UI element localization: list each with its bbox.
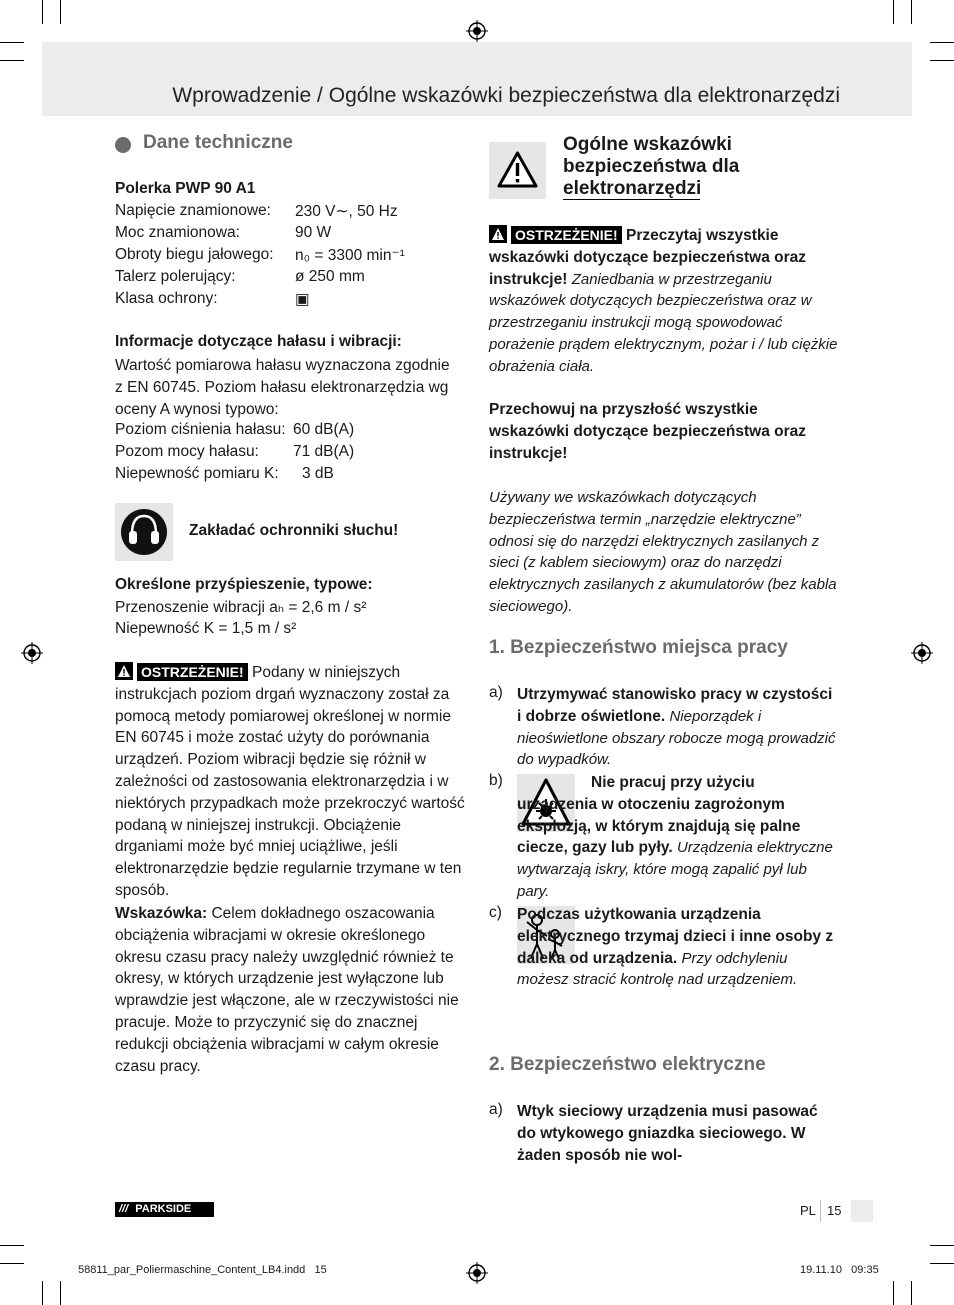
item-b-bold: Nie pracuj przy użyciu urządzenia w otoczeniu zagrożonym eksplozją, w którym znajdują się palne ciecze, gazy lub pyły. [517,774,801,857]
spec-row [115,246,405,264]
print-date: 19.11.10 09:35 [800,1264,879,1276]
note-label: Wskazówka: [115,905,208,922]
section-title-workplace: 1. Bezpieczeństwo miejsca pracy [489,637,788,658]
spec-label: Obroty biegu jałowego: [115,246,274,263]
crop-mark [42,1281,43,1305]
warning-paragraph [115,662,465,902]
spec-value: ø 250 mm [295,268,365,285]
noise-value: 3 dB [302,465,334,482]
noise-value: 60 dB(A) [293,421,355,438]
item-c-bold: Podczas użytkowania urządzenia elektrycznego trzymaj dzieci i inne osoby z daleka od urządzenia. [517,906,834,967]
vibration-title: Określone przyśpieszenie, typowe: [115,576,373,593]
note-paragraph [115,903,465,1077]
ear-protection-icon [115,503,173,561]
noise-row [115,421,355,439]
file-info: 58811_par_Poliermaschine_Content_LB4.indd 15 [78,1264,327,1276]
crop-mark [911,1281,912,1305]
registration-mark-icon [466,20,488,42]
spec-value: 230 V∼, 50 Hz [295,203,398,220]
noise-label: Pozom mocy hałasu: [115,443,259,460]
language-code: PL [800,1203,816,1218]
crop-mark [930,1245,954,1246]
spec-row [115,290,310,308]
ear-protection-box [115,503,173,561]
crop-mark [930,1263,954,1264]
list-marker: a) [489,684,503,701]
noise-text: Wartość pomiarowa hałasu wyznaczona zgodnie z EN 60745. Poziom hałasu elektronarzędzia wg oceny A wynosi typowo: [115,357,450,418]
crop-mark [893,0,894,24]
noise-value: 71 dB(A) [293,443,355,460]
crop-mark [0,42,24,43]
crop-mark [60,1281,61,1305]
list-marker: c) [489,904,502,921]
warning-badge: OSTRZEŻENIE! [511,226,622,244]
noise-row [115,443,355,461]
warning-triangle-icon [115,662,133,680]
protection-class-icon: ▣ [295,291,310,308]
noise-row [115,465,334,483]
spec-label: Moc znamionowa: [115,224,240,241]
registration-mark-icon [466,1262,488,1284]
page-tab [851,1200,873,1222]
spec-row [115,268,365,286]
brand-name: PARKSIDE [135,1203,192,1215]
registration-mark-icon [911,642,933,664]
keep-instructions: Przechowuj na przyszłość wszystkie wskazówki dotyczące bezpieczeństwa oraz instrukcje! [489,401,807,462]
crop-mark [0,1245,24,1246]
item-c-italic: Przy odchyleniu możesz stracić kontrolę nad urządzeniem. [517,949,798,989]
crop-mark [893,1281,894,1305]
crop-mark [0,60,24,61]
warning-badge: OSTRZEŻENIE! [137,663,248,681]
spec-value: 90 W [295,224,332,241]
right-warning-paragraph [489,225,839,378]
warning-bold: Przeczytaj wszystkie wskazówki dotyczące bezpieczeństwa oraz instrukcje! [489,227,807,288]
noise-label: Niepewność pomiaru K: [115,465,279,482]
vibration-uncertainty: Niepewność K = 1,5 m / s² [115,620,297,637]
noise-label: Poziom ciśnienia hałasu: [115,421,286,438]
crop-mark [930,60,954,61]
section-title-technical-data: Dane techniczne [143,132,293,153]
logo-stripes: /// [119,1203,129,1215]
spec-value: n₀ = 3300 min⁻¹ [295,247,405,264]
spec-label: Napięcie znamionowe: [115,202,271,219]
vibration-line: Przenoszenie wibracji aₕ = 2,6 m / s² [115,599,367,616]
item-a-bold: Utrzymywać stanowisko pracy w czystości i dobrze oświetlone. [517,686,833,725]
section-title-electrical: 2. Bezpieczeństwo elektryczne [489,1054,766,1075]
spec-label: Klasa ochrony: [115,290,218,307]
product-name: Polerka PWP 90 A1 [115,180,256,197]
list-marker: a) [489,1101,503,1118]
spec-label: Talerz polerujący: [115,268,236,285]
note-text: Celem dokładnego oszacowania obciążenia wibracjami w okresie określonego okresu czasu pracy należy uwzględnić również te okresy, w których urządzenie jest wyłączone lub wprawdzie jest włączone, ale w rzeczywistości nie pracuje. Może to przyczynić się do znacznej redukcji obciążenia wibracjami w całym okresie czasu pracy. [115,905,459,1075]
term-text: Używany we wskazówkach dotyczących bezpieczeństwa termin „narzędzie elektryczne” odnosi się do narzędzi elektrycznych zasilanych z sieci (z kablem sieciowym) oraz do narzędzi elektrycznych zasilanych z akumulatorów (bez kabla sieciowego). [489,489,837,615]
general-warning-box [489,142,546,199]
warning-italic: Zaniedbania w przestrzeganiu wskazówek dotyczących bezpieczeństwa oraz w przestrzeganiu instrukcji mogą spowodować porażenie prądem elektrycznym, pożar i / lub ciężkie obrażenia ciała. [489,270,838,375]
page-title: Wprowadzenie / Ogólne wskazówki bezpieczeństwa dla elektronarzędzi [172,84,840,107]
ear-protection-text: Zakładać ochronniki słuchu! [189,522,399,539]
item-2a-bold: Wtyk sieciowy urządzenia musi pasować do wtykowego gniazdka sieciowego. W żaden sposób nie wol- [517,1103,818,1164]
item-b-italic: Urządzenia elektryczne wytwarzają iskry, które mogą zapalić pył lub pary. [517,839,833,900]
crop-mark [60,0,61,24]
list-marker: b) [489,772,503,789]
warning-text: Podany w niniejszych instrukcjach poziom drgań wyznaczony został za pomocą metody pomiarowej określonej w normie EN 60745 i może zostać użyty do porównania urządzeń. Poziom wibracji będzie się różnił w zależności od zastosowania elektronarzędzia i w niektórych przypadkach może przekroczyć wartość podaną w niniejszej instrukcji. Obciążenie drganiami może być mniej uciążliwe, jeśli elektronarzędzie będzie regularnie trzymane w ten sposób. [115,664,465,899]
crop-mark [911,0,912,24]
spec-row [115,224,332,242]
crop-mark [930,42,954,43]
list-item-a [517,684,839,771]
warning-triangle-icon [489,225,507,243]
registration-mark-icon [21,642,43,664]
list-item-b [517,772,839,903]
footer-divider [820,1200,821,1222]
spec-row [115,202,398,220]
crop-mark [42,0,43,24]
right-title: Ogólne wskazówki bezpieczeństwa dla elektronarzędzi [563,134,740,199]
parkside-logo [115,1202,214,1217]
general-warning-icon [489,142,546,199]
list-item-c [517,904,839,991]
noise-title: Informacje dotyczące hałasu i wibracji: [115,333,402,350]
page-number: 15 [827,1203,842,1218]
item-a-italic: Nieporządek i nieoświetlone obszary robocze mogą prowadzić do wypadków. [517,707,836,769]
title-underline [563,199,700,200]
section-bullet-icon [115,137,131,153]
crop-mark [0,1263,24,1264]
